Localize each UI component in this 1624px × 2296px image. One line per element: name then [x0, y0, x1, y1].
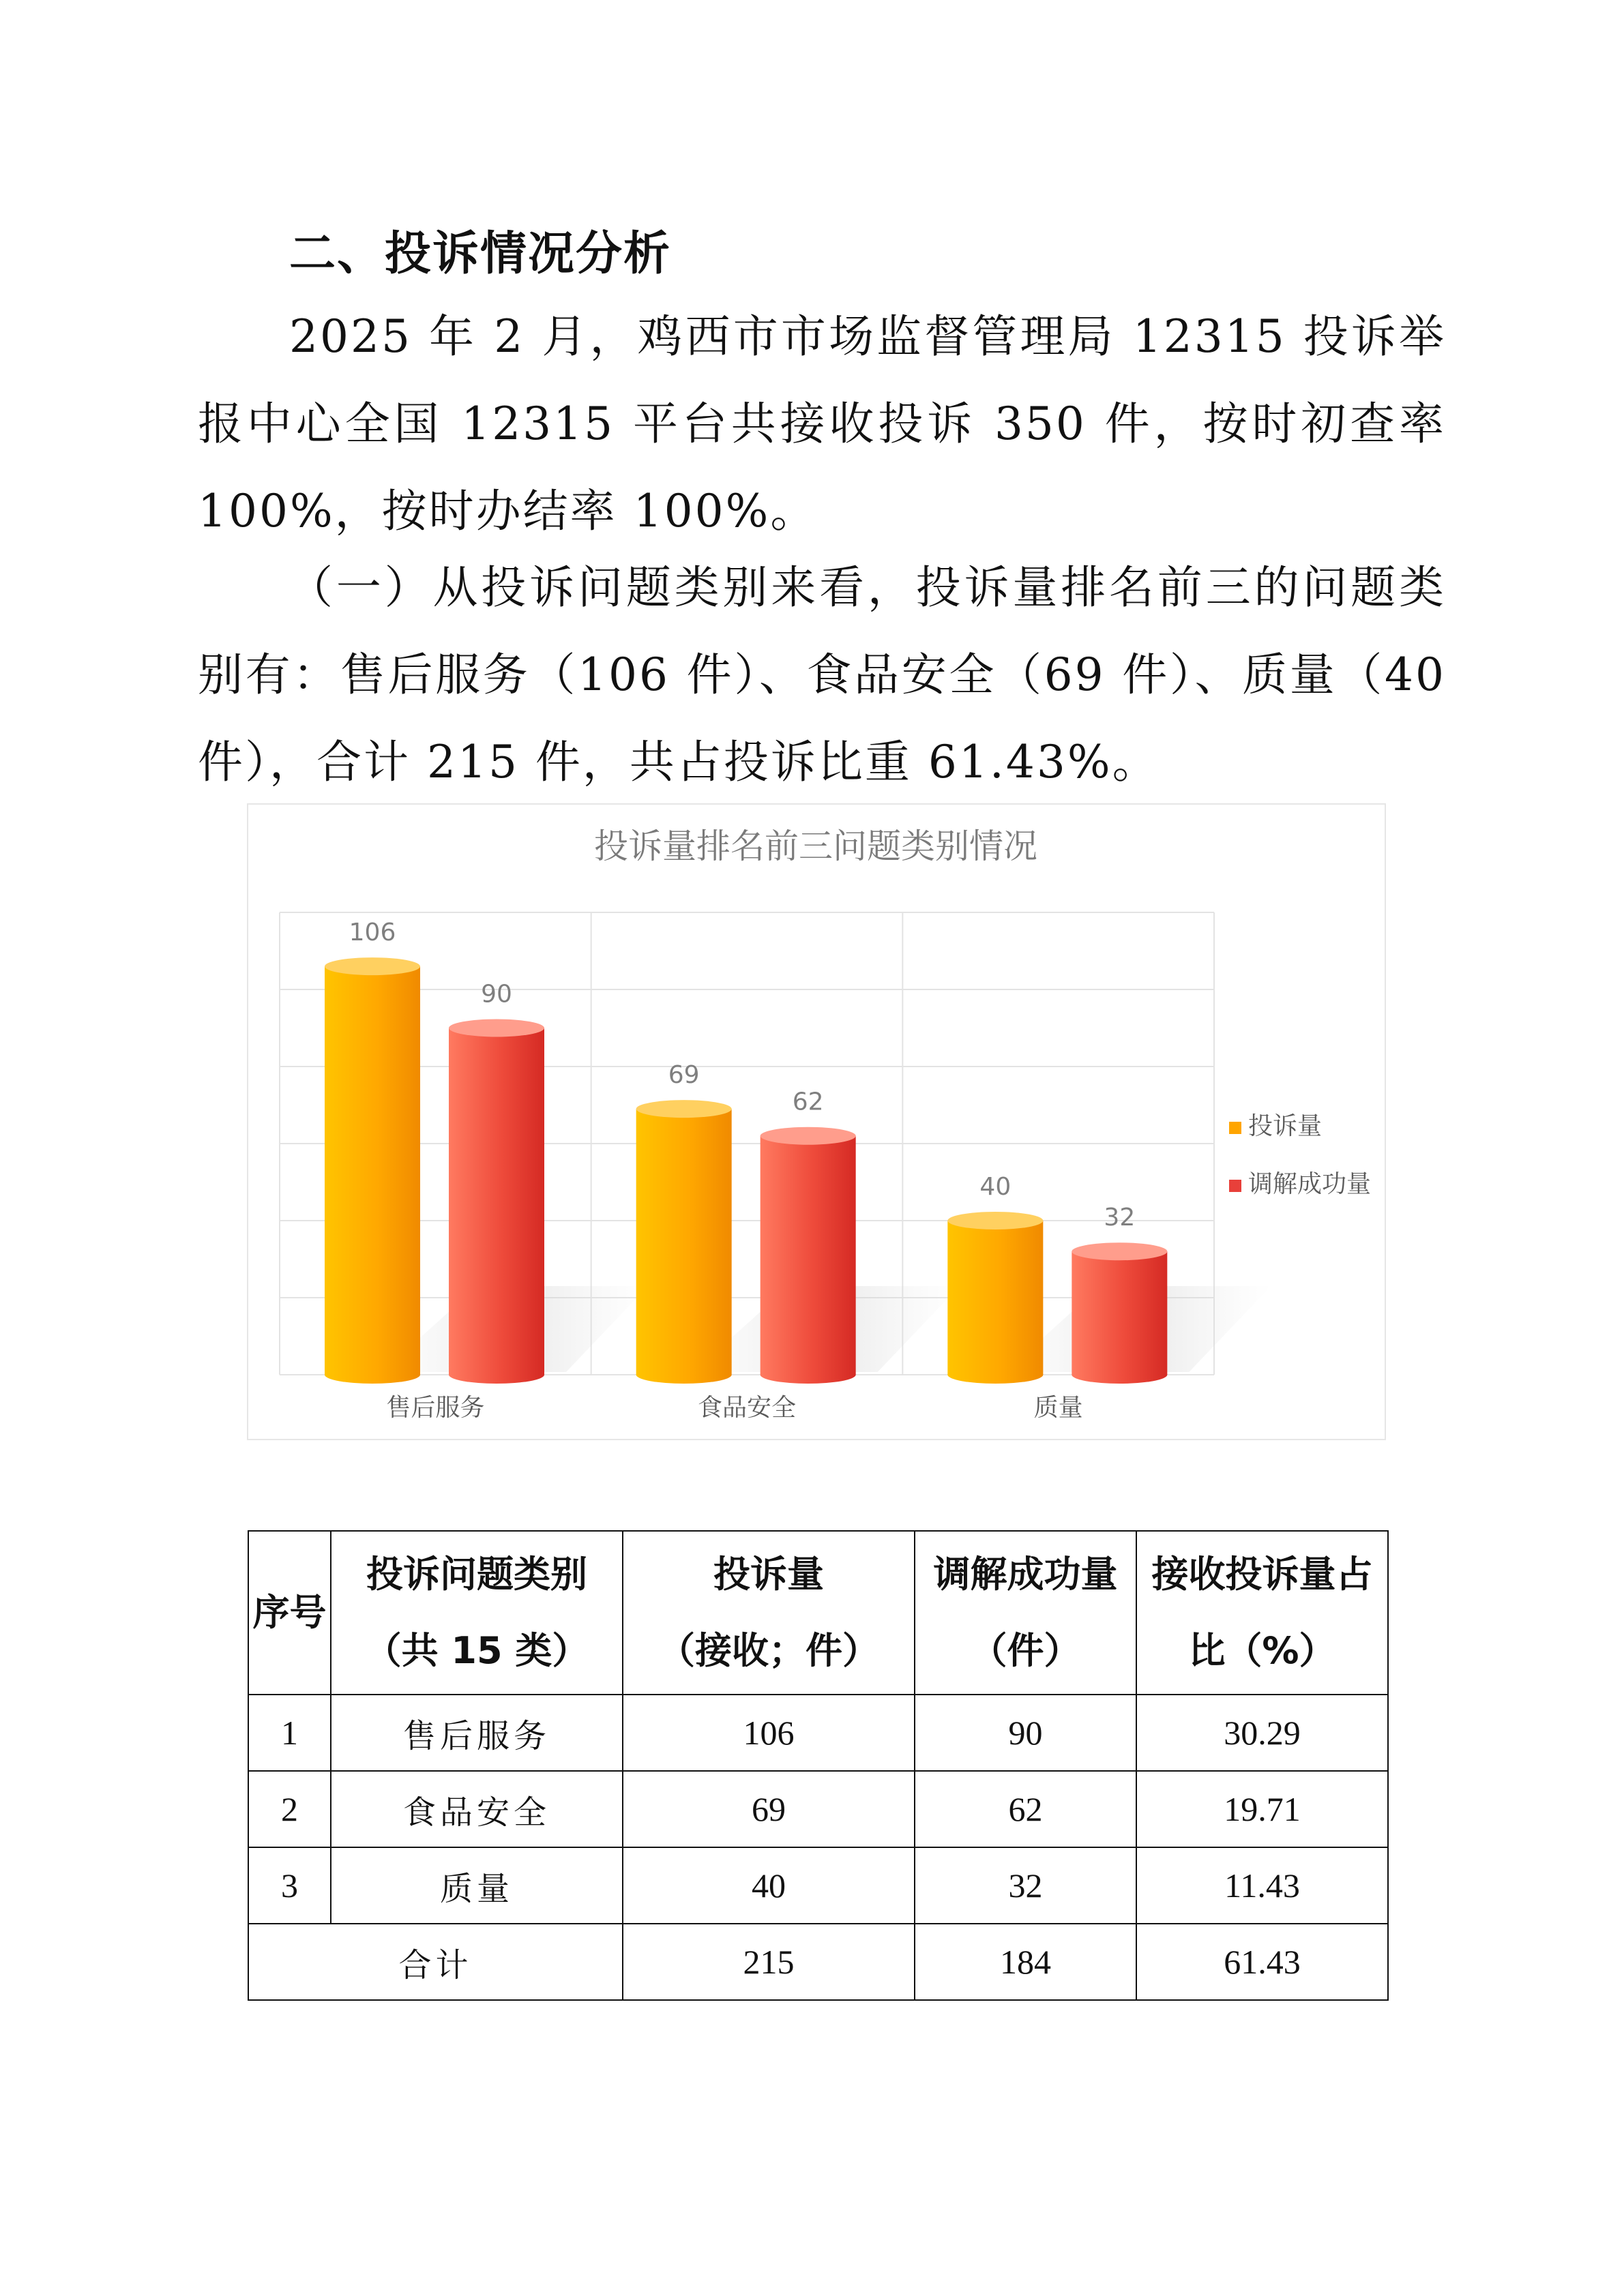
- bar-body: [325, 966, 420, 1375]
- cell-no: 3: [248, 1847, 331, 1924]
- cell-percent: 19.71: [1136, 1771, 1388, 1847]
- bar-base: [636, 1366, 732, 1384]
- legend: [1229, 1112, 1371, 1198]
- data-label: 69: [668, 1061, 700, 1090]
- cell-total-mediated: 184: [915, 1924, 1136, 2000]
- chart-title: 投诉量排名前三问题类别情况: [594, 826, 1037, 866]
- cell-mediated: 90: [915, 1695, 1136, 1771]
- bar-cap: [1072, 1242, 1167, 1260]
- cell-total-label: 合计: [248, 1924, 623, 2000]
- cell-percent: 11.43: [1136, 1847, 1388, 1924]
- cell-mediated: 32: [915, 1847, 1136, 1924]
- cell-category: 食品安全: [331, 1771, 623, 1847]
- summary-paragraph: 2025 年 2 月，鸡西市市场监督管理局 12315 投诉举报中心全国 12315 平台共接收投诉 350 件，按时初查率 100%，按时办结率 100%。: [198, 310, 1446, 537]
- bar-base: [761, 1366, 856, 1384]
- legend-label-mediated: 调解成功量: [1248, 1170, 1372, 1198]
- statistics-table: [248, 1530, 1389, 2001]
- bar-cap: [325, 957, 420, 975]
- header-no: 序号: [248, 1531, 331, 1695]
- table-row: [248, 1771, 1388, 1847]
- bar: [325, 957, 420, 1384]
- bar-body: [761, 1136, 856, 1375]
- header-category: 投诉问题类别 （共 15 类）: [331, 1531, 623, 1695]
- cell-category: 售后服务: [331, 1695, 623, 1771]
- bar-body: [1072, 1251, 1167, 1375]
- data-label: 106: [349, 919, 396, 947]
- cell-category: 质量: [331, 1847, 623, 1924]
- bar-base: [947, 1366, 1043, 1384]
- legend-swatch-mediated: [1229, 1180, 1241, 1192]
- header-complaints: 投诉量 （接收；件）: [623, 1531, 915, 1695]
- table-row: [248, 1847, 1388, 1924]
- bar: [1072, 1242, 1167, 1384]
- bar-cap: [636, 1100, 732, 1118]
- cell-total-complaints: 215: [623, 1924, 915, 2000]
- cell-percent: 30.29: [1136, 1695, 1388, 1771]
- bar: [449, 1019, 544, 1384]
- cell-complaints: 106: [623, 1695, 915, 1771]
- table-header-row: [248, 1531, 1388, 1695]
- bar-base: [325, 1366, 420, 1384]
- bar-cap: [947, 1212, 1043, 1229]
- category-paragraph: （一）从投诉问题类别来看，投诉量排名前三的问题类别有：售后服务（106 件）、食品安全（69 件）、质量（40 件），合计 215 件，共占投诉比重 61.43%。: [198, 561, 1446, 788]
- category-label: 售后服务: [386, 1394, 485, 1422]
- data-label: 62: [792, 1088, 824, 1116]
- bar: [636, 1100, 732, 1384]
- table-total-row: [248, 1924, 1388, 2000]
- bar-base: [449, 1366, 544, 1384]
- bar-cap: [761, 1127, 856, 1145]
- category-label: 食品安全: [697, 1394, 797, 1422]
- cell-no: 1: [248, 1695, 331, 1771]
- section-heading: 二、投诉情况分析: [289, 227, 672, 281]
- bar-body: [947, 1221, 1043, 1375]
- table-row: [248, 1695, 1388, 1771]
- cell-total-percent: 61.43: [1136, 1924, 1388, 2000]
- bar: [761, 1127, 856, 1384]
- legend-label-complaints: 投诉量: [1248, 1112, 1323, 1140]
- chart-svg: [248, 805, 1387, 1442]
- complaint-chart: [247, 803, 1386, 1440]
- header-percent: 接收投诉量占 比（%）: [1136, 1531, 1388, 1695]
- data-label: 40: [979, 1173, 1012, 1201]
- bar-base: [1072, 1366, 1167, 1384]
- bar-cap: [449, 1019, 544, 1037]
- bar-body: [449, 1028, 544, 1375]
- bar: [947, 1212, 1043, 1384]
- bar-body: [636, 1109, 732, 1375]
- cell-complaints: 40: [623, 1847, 915, 1924]
- cell-complaints: 69: [623, 1771, 915, 1847]
- header-mediated: 调解成功量 （件）: [915, 1531, 1136, 1695]
- cell-mediated: 62: [915, 1771, 1136, 1847]
- data-label: 32: [1104, 1204, 1136, 1232]
- cell-no: 2: [248, 1771, 331, 1847]
- legend-swatch-complaints: [1229, 1122, 1241, 1134]
- category-label: 质量: [1033, 1394, 1083, 1422]
- data-label: 90: [481, 980, 512, 1009]
